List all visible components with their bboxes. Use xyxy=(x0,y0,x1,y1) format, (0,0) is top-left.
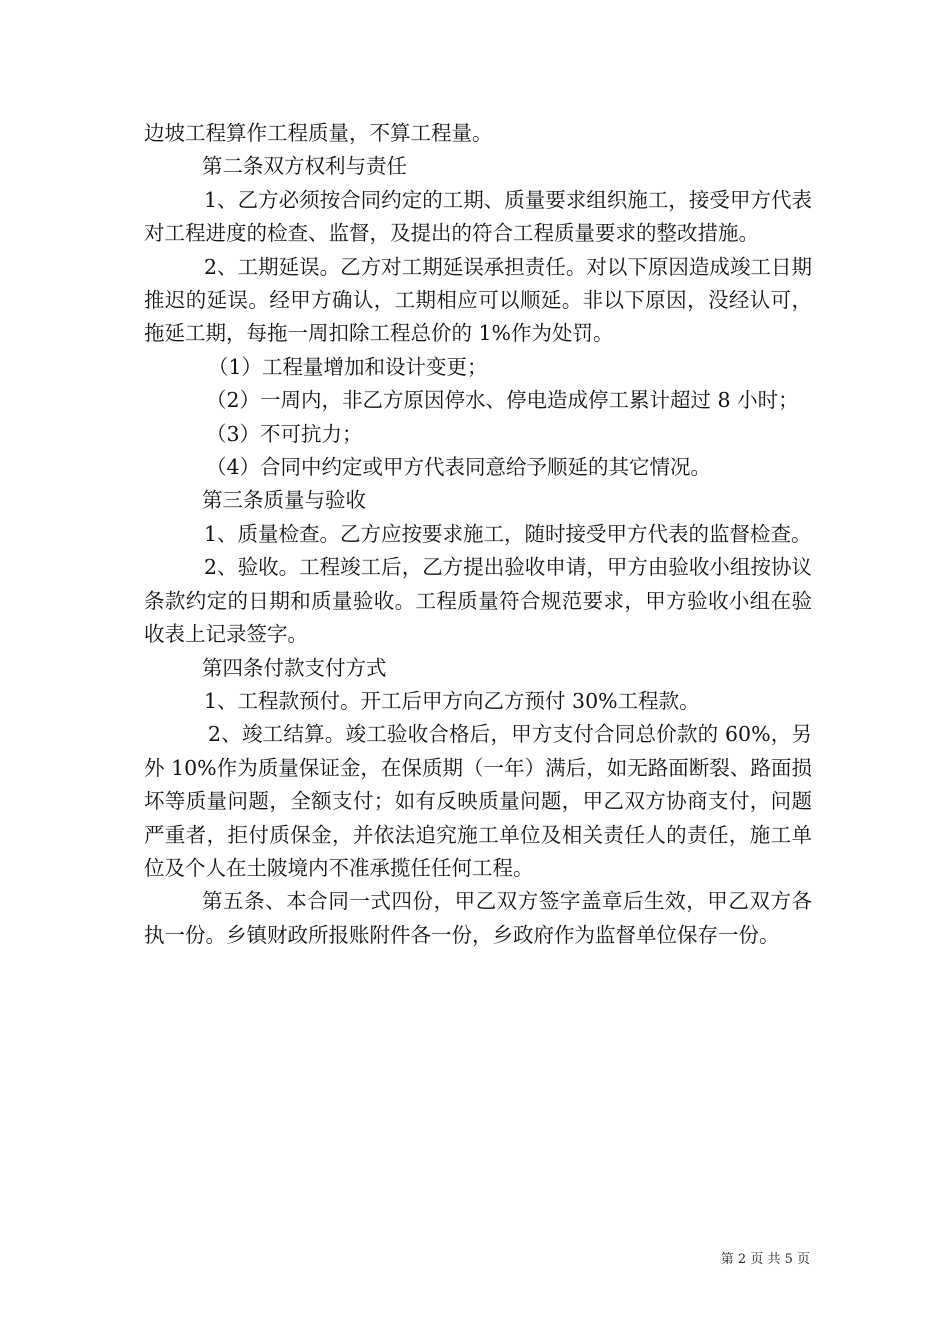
article-4-heading: 第四条付款支付方式 xyxy=(202,655,387,680)
article-2-heading: 第二条双方权利与责任 xyxy=(202,154,407,179)
article-4-item-2: 2、竣工结算。竣工验收合格后，甲方支付合同总价款的 60%，另外 10%作为质量保证金，在保质期（一年）满后，如无路面断裂、路面损坏等质量问题，全额支付；如有反映质量问题，甲乙双方协商支付，问题严重者，拒付质保金，并依法追究施工单位及相关责任人的责任，施工单位及个人在土陂境内不准承揽任任何工程。 xyxy=(144,722,812,880)
article-5: 第五条、本合同一式四份，甲乙双方签字盖章后生效，甲乙双方各执一份。乡镇财政所报账附件各一份，乡政府作为监督单位保存一份。 xyxy=(144,889,812,947)
article-2-item-1: 1、乙方必须按合同约定的工期、质量要求组织施工，接受甲方代表对工程进度的检查、监督，及提出的符合工程质量要求的整改措施。 xyxy=(144,187,812,246)
article-3-heading: 第三条质量与验收 xyxy=(202,488,366,513)
delay-reason-2: （2）一周内，非乙方原因停水、停电造成停工累计超过 8 小时； xyxy=(206,388,799,413)
article-2-item-2: 2、工期延误。乙方对工期延误承担责任。对以下原因造成竣工日期推迟的延误。经甲方确认，工期相应可以顺延。非以下原因，没经认可，拖延工期，每拖一周扣除工程总价的 1%作为处罚。 xyxy=(144,254,812,346)
paragraph-slope-work: 边坡工程算作工程质量，不算工程量。 xyxy=(144,121,493,145)
article-4-item-1: 1、工程款预付。开工后甲方向乙方预付 30%工程款。 xyxy=(204,688,700,713)
article-3-item-2: 2、验收。工程竣工后，乙方提出验收申请，甲方由验收小组按协议条款约定的日期和质量验收。工程质量符合规范要求，甲方验收小组在验收表上记录签字。 xyxy=(144,555,812,647)
delay-reason-3: （3）不可抗力； xyxy=(206,421,363,446)
page-number-footer: 第 2 页 共 5 页 xyxy=(720,1252,810,1267)
article-3-item-1: 1、质量检查。乙方应按要求施工，随时接受甲方代表的监督检查。 xyxy=(204,521,812,546)
delay-reason-4: （4）合同中约定或甲方代表同意给予顺延的其它情况。 xyxy=(206,455,712,480)
delay-reason-1: （1）工程量增加和设计变更； xyxy=(208,354,488,379)
document-body xyxy=(144,117,812,952)
